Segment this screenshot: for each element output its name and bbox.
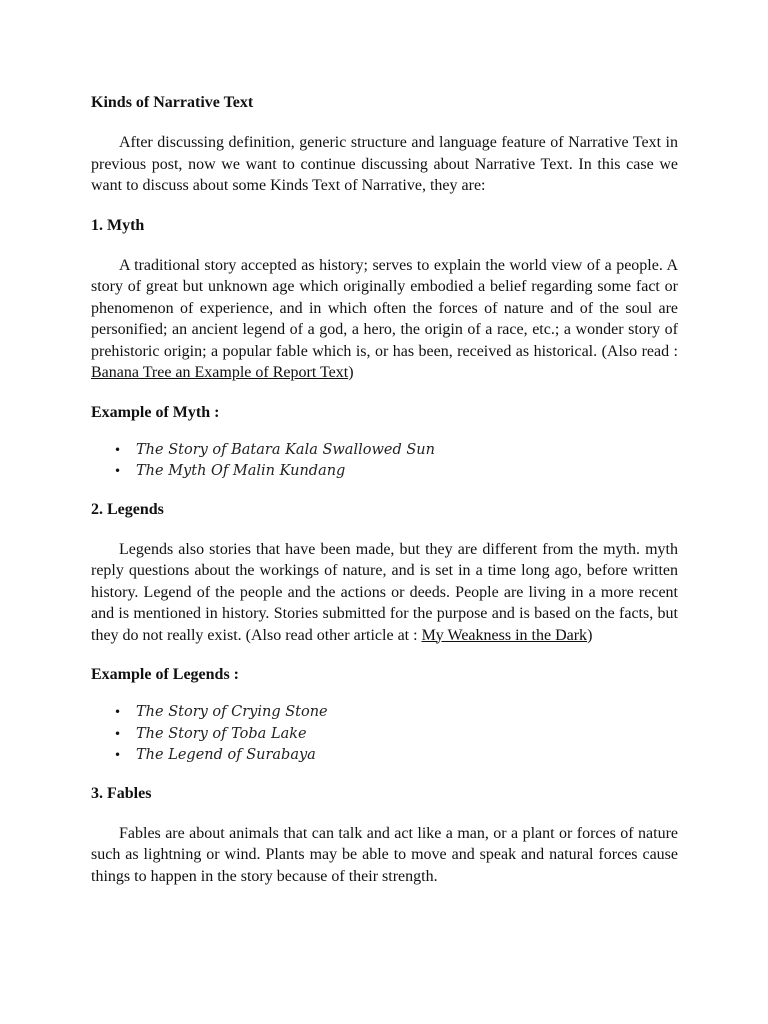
bullet-icon: • — [114, 464, 122, 478]
paragraph-text: A traditional story accepted as history; serves to explain the world view of a people. A story of great but unknown age which originally embodied a belief regarding some fact or phenomenon of experience, and in which often the forces of nature and of the soul are personified; an ancient legend of a god, a hero, the origin of a race, etc.; a wonder story of prehistoric origin; a popular fable which is, or has been, received as historical. (Also read : — [91, 256, 678, 360]
example-list-legends — [91, 702, 678, 767]
list-item-text: The Story of Crying Stone — [136, 704, 328, 720]
intro-paragraph: After discussing definition, generic structure and language feature of Narrative Text in previous post, now we want to continue discussing about Narrative Text. In this case we want to discuss about some Kinds Text of Narrative, they are: — [91, 134, 678, 194]
example-heading-legends: Example of Legends : — [91, 666, 239, 683]
list-item-text: The Story of Batara Kala Swallowed Sun — [136, 441, 435, 458]
document-title: Kinds of Narrative Text — [91, 94, 254, 111]
bullet-icon: • — [114, 705, 122, 719]
bullet-icon: • — [114, 748, 122, 762]
paragraph-tail: ) — [348, 364, 354, 381]
list-item — [114, 745, 678, 767]
section-heading-legends: 2. Legends — [91, 500, 164, 518]
list-item — [114, 461, 678, 483]
section-paragraph-myth — [91, 255, 678, 384]
list-item — [114, 724, 678, 746]
example-heading-myth: Example of Myth : — [91, 403, 220, 421]
section-paragraph-legends — [91, 539, 678, 647]
bullet-icon: • — [114, 726, 122, 741]
list-item-text: The Legend of Surabaya — [136, 747, 316, 763]
paragraph-tail: ) — [587, 626, 593, 644]
list-item-text: The Myth Of Malin Kundang — [136, 463, 346, 479]
link-my-weakness[interactable]: My Weakness in the Dark — [421, 626, 588, 644]
list-item — [114, 702, 678, 724]
list-item-text: The Story of Toba Lake — [136, 725, 307, 742]
list-item — [114, 440, 678, 462]
bullet-icon: • — [114, 442, 122, 457]
section-heading-fables: 3. Fables — [91, 784, 152, 802]
link-banana-tree[interactable]: Banana Tree an Example of Report Text — [91, 364, 349, 381]
paragraph-text: Legends also stories that have been made, but they are different from the myth. myth reply questions about the workings of nature, and is set in a time long ago, before written history. Legend of the people and the actions or deeds. People are living in a more recent and is mentioned in history. Stories submitted for the purpose and is based on the facts, but they do not really exist. (Also read other article at : — [91, 540, 678, 644]
section-heading-myth: 1. Myth — [91, 216, 145, 234]
example-list-myth — [91, 440, 678, 483]
section-paragraph-fables: Fables are about animals that can talk and act like a man, or a plant or forces of nature such as lightning or wind. Plants may be able to move and speak and natural forces cause things to happen in the story because of their strength. — [91, 824, 678, 885]
